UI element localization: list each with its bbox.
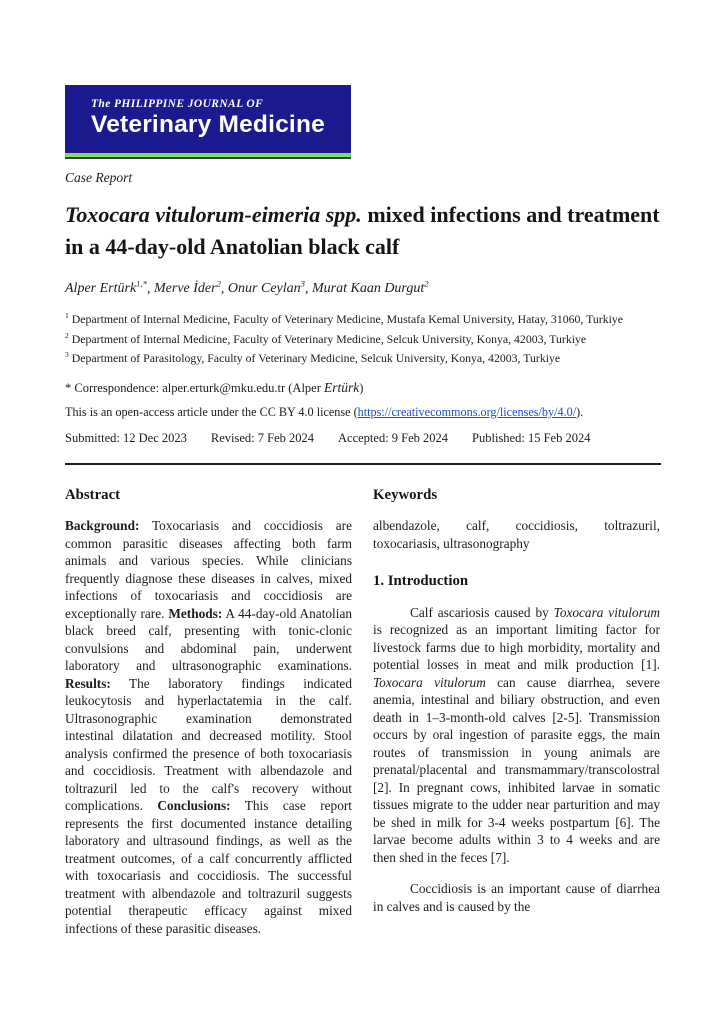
author-name: Murat Kaan Durgut: [311, 281, 425, 297]
affiliation-line: [65, 349, 661, 368]
abstract-results-text: The laboratory findings indicated leukocytosis and hyperlactatemia in the calf. Ultrasonographic examination demonstrated intestinal dilatation and decreased motility. Stool analysis confirmed the presence of both toxocariasis and coccidiosis. Treatment with albendazole and toltrazuril led to the calf's recovery without complications.: [65, 675, 352, 814]
abstract-results-label: Results:: [65, 675, 111, 691]
affiliation-number: 3: [65, 349, 69, 359]
license-line: [65, 405, 661, 420]
affiliation-text: Department of Internal Medicine, Faculty of Veterinary Medicine, Mustafa Kemal University, Hatay, 31060, Turkiye: [68, 312, 624, 327]
author-affiliation-superscript: 1,*: [136, 278, 147, 289]
author-affiliation-superscript: 2: [216, 278, 221, 289]
author-list: [65, 279, 661, 298]
accepted-date: Accepted: 9 Feb 2024: [338, 430, 449, 445]
intro-text: Calf ascariosis caused by: [410, 604, 554, 620]
two-column-body: [65, 487, 661, 938]
introduction-heading: 1. Introduction: [373, 573, 469, 590]
author: [65, 278, 147, 297]
article-type-label: Case Report: [65, 170, 133, 185]
keywords-list: albendazole, calf, coccidiosis, toltrazuril, toxocariasis, ultrasonography: [373, 518, 660, 551]
right-column: [373, 487, 660, 938]
abstract-conclusions-text: This case report represents the first documented instance detailing laboratory and ultrasound findings, as well as the treatment outcomes, of a calf concurrently afflicted with toxocariasis and coccidiosis. The successful treatment with albendazole and toltrazuril suggests potential therapeutic efficacy against mixed infections of these parasitic diseases.: [65, 798, 352, 936]
keywords-heading: Keywords: [373, 486, 438, 503]
masthead-green-strip: [65, 153, 351, 157]
author-name: Onur Ceylan: [227, 281, 301, 297]
abstract-conclusions-label: Conclusions:: [157, 798, 231, 814]
abstract-background-text: Toxocariasis and coccidiosis are common parasitic diseases affecting both farm animals and various species. While clinicians frequently diagnose these diseases in calves, mixed infections of toxocariasis and coccidiosis are exceptionally rare.: [65, 518, 352, 621]
submitted-date: Submitted: 12 Dec 2023: [65, 430, 187, 445]
license-link[interactable]: https://creativecommons.org/licenses/by/4.0/: [357, 404, 577, 419]
author-separator: ,: [147, 281, 154, 297]
author-separator: ,: [304, 281, 312, 297]
author-affiliation-superscript: 2: [424, 278, 429, 289]
left-column: [65, 487, 352, 938]
correspondence-author-name: Ertürk: [324, 379, 360, 395]
introduction-paragraph-2: Coccidiosis is an important cause of diarrhea in calves and is caused by the: [373, 881, 660, 914]
author-separator: ,: [220, 281, 228, 297]
journal-masthead-logo: [65, 85, 351, 159]
title-rest: mixed infections and treatment in a 44-day-old Anatolian black calf: [65, 202, 660, 259]
affiliation-text: Department of Internal Medicine, Faculty of Veterinary Medicine, Selcuk University, Konya, 42003, Turkiye: [68, 331, 587, 346]
author-name: Alper Ertürk: [65, 281, 137, 297]
author: [154, 278, 221, 297]
author-affiliation-superscript: 3: [300, 278, 305, 289]
affiliation-number: 2: [65, 330, 69, 340]
masthead-text: [65, 85, 351, 139]
author: [227, 278, 305, 297]
abstract-heading: Abstract: [65, 486, 121, 503]
journal-name-line1: The PHILIPPINE JOURNAL OF: [91, 98, 264, 110]
license-suffix: ).: [576, 404, 584, 419]
intro-text: can cause diarrhea, severe anemia, intestinal and biliary obstruction, and even death in 1–3-month-old calves [2-5]. Transmission occurs by oral ingestion of parasite eggs, the main routes of transmission in young animals are prenatal/placental and transmammary/transcolostral [2]. In pregnant cows, inhibited larvae in somatic tissues migrate to the udder near parturition and may be shed in milk for 3-4 weeks postpartum [6]. The larvae become adults within 3 to 4 weeks and are then shed in the feces [7].: [373, 674, 660, 865]
abstract-methods-text: A 44-day-old Anatolian black breed calf, presenting with tonic-clonic convulsions and abdominal pain, underwent laboratory and ultrasonographic examinations.: [65, 605, 352, 674]
publication-dates-row: [65, 431, 661, 446]
journal-name-line2: Veterinary Medicine: [91, 111, 325, 138]
intro-text: is recognized as an important limiting factor for livestock farms due to high morbidity, mortality and potential losses in meat and milk production [1].: [373, 622, 660, 673]
affiliation-number: 1: [65, 311, 69, 321]
license-text: This is an open-access article under the CC BY 4.0 license (: [65, 404, 358, 419]
affiliation-line: [65, 330, 661, 349]
intro-species-italic: Toxocara vitulorum: [373, 674, 486, 690]
introduction-paragraph-1: [373, 604, 660, 867]
author: [311, 278, 429, 297]
article-title: [65, 199, 661, 263]
page-content: [65, 0, 661, 937]
correspondence-text: * Correspondence: alper.erturk@mku.edu.tr (Alper: [65, 380, 324, 395]
revised-date: Revised: 7 Feb 2024: [210, 430, 314, 445]
abstract-methods-label: Methods:: [168, 605, 223, 621]
correspondence-suffix: ): [359, 380, 364, 395]
affiliation-line: [65, 310, 661, 329]
author-name: Merve İder: [154, 281, 217, 297]
affiliations-block: [65, 310, 661, 367]
affiliation-text: Department of Parasitology, Faculty of Veterinary Medicine, Selcuk University, Konya, 42003, Turkiye: [68, 350, 561, 365]
abstract-background-label: Background:: [65, 518, 140, 534]
published-date: Published: 15 Feb 2024: [472, 430, 591, 445]
header-divider-rule: [65, 463, 661, 465]
abstract-paragraph: [65, 517, 352, 937]
intro-species-italic: Toxocara vitulorum: [553, 604, 661, 620]
title-italic-species: Toxocara vitulorum-eimeria spp.: [65, 202, 362, 227]
correspondence-line: [65, 380, 661, 396]
